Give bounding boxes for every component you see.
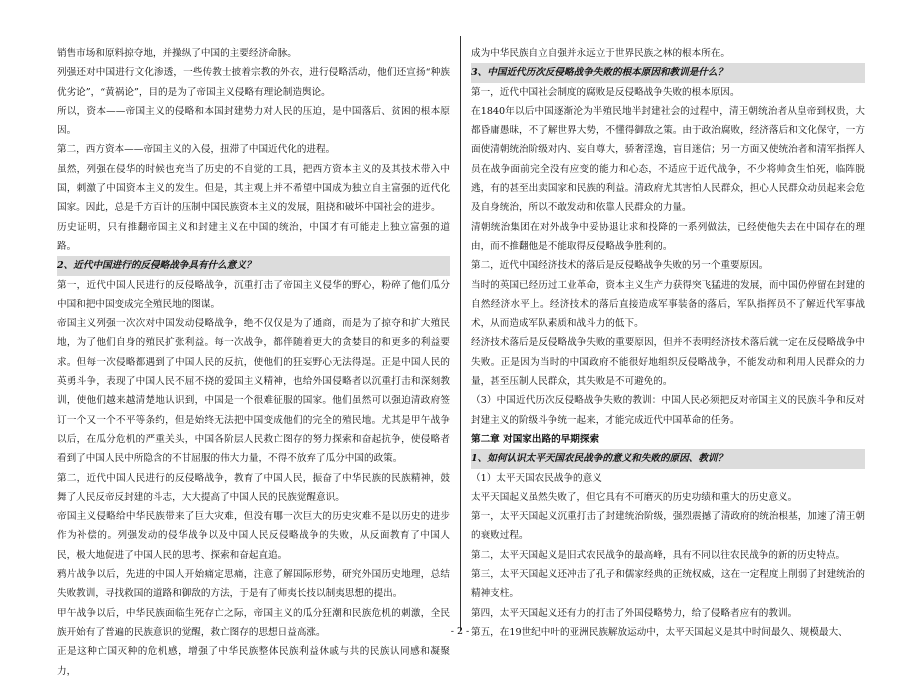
paragraph: 销售市场和原料掠夺地，并操纵了中国的主要经济命脉。 [57, 48, 297, 59]
paragraph: 太平天国起义虽然失败了，但它具有不可磨灭的历史功绩和重大的历史意义。 [471, 491, 798, 503]
chapter-title: 第二章 对国家出路的早期探索 [471, 433, 600, 445]
question-heading: 2、近代中国进行的反侵略战争具有什么意义？ [57, 256, 450, 275]
paragraph: 鸦片战争以后，先进的中国人开始痛定思痛，注意了解国际形势，研究外国历史地理，总结失败教训，寻找救国的道路和御敌的方法，于是有了师夷长技以制夷思想的提出。 [57, 569, 450, 600]
paragraph: 第四，太平天国起义还有力的打击了外国侵略势力，给了侵略者应有的教训。 [471, 607, 798, 619]
paragraph: 第一，太平天国起义沉重打击了封建统治阶级，强烈震撼了清政府的统治根基，加速了清王朝的衰败过程。 [471, 511, 865, 542]
question-heading: 3、中国近代历次反侵略战争失败的根本原因和教训是什么？ [471, 63, 865, 82]
paragraph: 历史证明，只有推翻帝国主义和封建主义在中国的统治，中国才有可能走上独立富强的道路。 [57, 221, 450, 252]
paragraph: 第五，在19世纪中叶的亚洲民族解放运动中，太平天国起义是其中时间最久、规模最大、 [471, 626, 848, 638]
paragraph: 经济技术落后是反侵略战争失败的重要原因，但并不表明经济技术落后就一定在反侵略战争中失败。正是因为当时的中国政府不能很好地组织反侵略战争，不能发动和利用人民群众的力量，甚至压制人民群众，其失败是不可避免的。 [471, 337, 865, 388]
paragraph: 第二，近代中国经济技术的落后是反侵略战争失败的另一个重要原因。 [471, 260, 769, 272]
paragraph: 列强还对中国进行文化渗透，一些传教士披着宗教的外衣，进行侵略活动，他们还宣扬“种族优劣论”，“黄祸论”，目的是为了帝国主义侵略有理论制造舆论。 [57, 67, 450, 98]
paragraph: 清朝统治集团在对外战争中妥协退让求和投降的一系列做法，已经使他失去在中国存在的理由，而不推翻他是不能取得反侵略战争胜利的。 [471, 221, 865, 252]
paragraph: 帝国主义侵略给中华民族带来了巨大灾难，但没有哪一次巨大的历史灾难不是以历史的进步作为补偿的。列强发动的侵华战争以及中国人民反侵略战争的失败，从反面教育了中国人民，极大地促进了中国人民的思考、探索和奋起直追。 [57, 511, 450, 561]
column-divider [460, 36, 461, 631]
paragraph: 成为中华民族自立自强并永远立于世界民族之林的根本所在。 [471, 48, 731, 59]
paragraph: （1）太平天国农民战争的意义 [471, 472, 602, 484]
paragraph: 帝国主义列强一次次对中国发动侵略战争，绝不仅仅是为了通商，而是为了掠夺和扩大殖民地，为了他们自身的殖民扩张利益。每一次战争，都伴随着更大的贪婪目的和更多的利益要求。但每一次侵略都遇到了中国人民的反抗，使他们的狂妄野心无法得逞。正是中国人民的英勇斗争，表现了中国人民不屈不挠的爱国主义精神，也给外国侵略者以沉重打击和深刻教训，使他们越来越清楚地认识到，中国是一个很难征服的国家。他们虽然可以强迫清政府签订一个又一个不平等条约，但是始终无法把中国变成他们的完全的殖民地。尤其是甲午战争以后，在瓜分危机的严重关头，中国各阶层人民救亡图存的努力探索和奋起抗争，使侵略者看到了中国人民中所隐含的不甘屈服的伟大力量，不得不放弃了瓜分中国的政策。 [57, 318, 450, 465]
paragraph: 第三，太平天国起义还冲击了孔子和儒家经典的正统权威，这在一定程度上削弱了封建统治的精神支柱。 [471, 569, 865, 600]
paragraph: 所以，资本——帝国主义的侵略和本国封建势力对人民的压迫，是中国落后、贫困的根本原因。 [57, 105, 450, 137]
paragraph: 正是这种亡国灭种的危机感，增强了中华民族整体民族利益休戚与共的民族认同感和凝聚力， [57, 646, 450, 677]
paragraph: 第二，西方资本——帝国主义的入侵，扭滞了中国近代化的进程。 [57, 144, 336, 156]
left-column [57, 44, 450, 681]
right-column [471, 44, 865, 642]
paragraph: 第二，近代中国人民进行的反侵略战争，教育了中国人民，振奋了中华民族的民族精神，鼓舞了人民反帝反封建的斗志，大大提高了中国人民的民族觉醒意识。 [57, 472, 450, 503]
paragraph: 虽然，列强在侵华的时候也充当了历史的不自觉的工具，把西方资本主义的及其技术带入中国，刺激了中国资本主义的发生。但是，其主观上并不希望中国成为独立自主富强的近代化国家。因此，总是千方百计的压制中国民族资本主义的发展，阻挠和破坏中国社会的进步。 [57, 163, 450, 214]
page-number: - 2 - [450, 626, 470, 637]
paragraph: 第一，近代中国人民进行的反侵略战争，沉重打击了帝国主义侵华的野心，粉碎了他们瓜分中国和把中国变成完全殖民地的图谋。 [57, 279, 450, 310]
paragraph: 甲午战争以后，中华民族面临生死存亡之际，帝国主义的瓜分狂潮和民族危机的刺激，全民族开始有了普遍的民族意识的觉醒，救亡图存的思想日益高涨。 [57, 607, 450, 638]
paragraph: （3）中国近代历次反侵略战争失败的教训：中国人民必须把反对帝国主义的民族斗争和反对封建主义的阶级斗争统一起来，才能完成近代中国革命的任务。 [471, 395, 865, 426]
question-heading: 1、如何认识太平天国农民战争的意义和失败的原因、教训？ [471, 449, 865, 468]
paragraph: 在1840年以后中国逐渐沦为半殖民地半封建社会的过程中，清王朝统治者从皇帝到权贵，大都昏庸愚昧，不了解世界大势，不懂得御敌之策。由于政治腐败，经济落后和文化保守，一方面使清朝统治阶级对内、妄自尊大，骄奢淫逸，盲目迷信；另一方面又使统治者和清军指挥人员在战争面前完全没有应变的能力和心态，不适应于近代战争，不少将帅贪生怕死，临阵脱逃，有的甚至出卖国家和民族的利益。清政府尤其害怕人民群众，担心人民群众动员起来会危及自身统治，所以不敢发动和依靠人民群众的力量。 [471, 105, 865, 214]
paragraph: 第一，近代中国社会制度的腐败是反侵略战争失败的根本原因。 [471, 86, 740, 98]
paragraph: 当时的英国已经历过工业革命，资本主义生产力获得突飞猛进的发展，而中国仍停留在封建的自然经济水平上。经济技术的落后直接造成军事装备的落后，军队指挥员不了解近代军事战术，从而造成军队素质和战斗力的低下。 [471, 279, 865, 330]
paragraph: 第二，太平天国起义是旧式农民战争的最高峰，具有不同以往农民战争的新的历史特点。 [471, 549, 846, 561]
